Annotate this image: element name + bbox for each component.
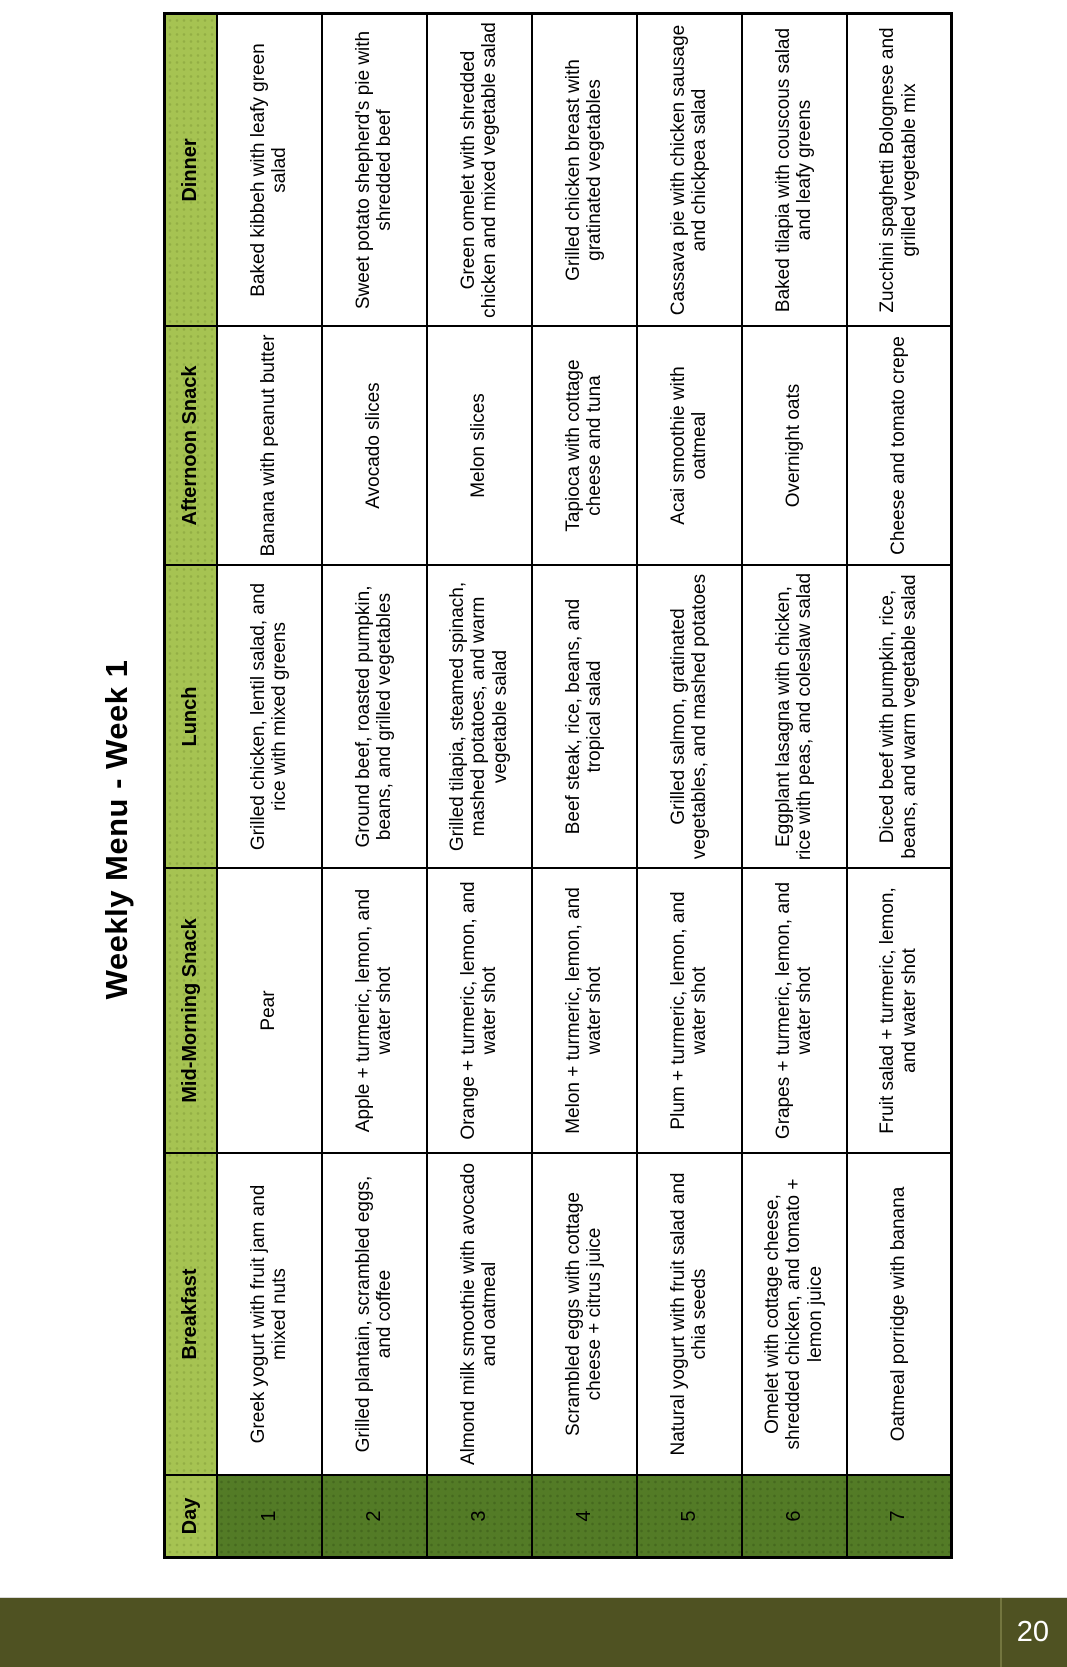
afternoon-snack-cell: Banana with peanut butter: [217, 326, 322, 565]
mid-morning-snack-cell: Pear: [217, 868, 322, 1153]
breakfast-cell: Scrambled eggs with cottage cheese + citrus juice: [532, 1153, 637, 1475]
mid-morning-snack-cell: Orange + turmeric, lemon, and water shot: [427, 868, 532, 1153]
column-header-day: Day: [165, 1475, 217, 1558]
column-header-lunch: Lunch: [165, 565, 217, 868]
footer-divider: [1000, 1598, 1002, 1667]
column-header-afternoon-snack: Afternoon Snack: [165, 326, 217, 565]
page-number: 20: [1016, 1616, 1049, 1648]
table-row-day-5: [637, 14, 742, 1558]
afternoon-snack-cell: Cheese and tomato crepe: [847, 326, 952, 565]
table-row-day-7: [847, 14, 952, 1558]
afternoon-snack-cell: Overnight oats: [742, 326, 847, 565]
mid-morning-snack-cell: Melon + turmeric, lemon, and water shot: [532, 868, 637, 1153]
dinner-cell: Cassava pie with chicken sausage and chickpea salad: [637, 14, 742, 327]
mid-morning-snack-cell: Grapes + turmeric, lemon, and water shot: [742, 868, 847, 1153]
dinner-cell: Baked tilapia with couscous salad and leafy greens: [742, 14, 847, 327]
table-row-day-1: [217, 14, 322, 1558]
footer-bar: [0, 1597, 1067, 1667]
day-number-cell: 7: [847, 1475, 952, 1558]
weekly-menu-table: [163, 12, 953, 1559]
dinner-cell: Grilled chicken breast with gratinated vegetables: [532, 14, 637, 327]
afternoon-snack-cell: Melon slices: [427, 326, 532, 565]
day-number-cell: 3: [427, 1475, 532, 1558]
day-number-cell: 4: [532, 1475, 637, 1558]
column-header-breakfast: Breakfast: [165, 1153, 217, 1475]
lunch-cell: Grilled chicken, lentil salad, and rice with mixed greens: [217, 565, 322, 868]
mid-morning-snack-cell: Plum + turmeric, lemon, and water shot: [637, 868, 742, 1153]
rotated-menu-block: [95, 22, 953, 1559]
breakfast-cell: Omelet with cottage cheese, shredded chicken, and tomato + lemon juice: [742, 1153, 847, 1475]
day-number-cell: 2: [322, 1475, 427, 1558]
dinner-cell: Zucchini spaghetti Bolognese and grilled vegetable mix: [847, 14, 952, 327]
breakfast-cell: Grilled plantain, scrambled eggs, and coffee: [322, 1153, 427, 1475]
afternoon-snack-cell: Avocado slices: [322, 326, 427, 565]
mid-morning-snack-cell: Apple + turmeric, lemon, and water shot: [322, 868, 427, 1153]
table-row-day-6: [742, 14, 847, 1558]
table-row-day-3: [427, 14, 532, 1558]
lunch-cell: Beef steak, rice, beans, and tropical salad: [532, 565, 637, 868]
day-number-cell: 1: [217, 1475, 322, 1558]
lunch-cell: Grilled tilapia, steamed spinach, mashed potatoes, and warm vegetable salad: [427, 565, 532, 868]
breakfast-cell: Natural yogurt with fruit salad and chia seeds: [637, 1153, 742, 1475]
page-title: Weekly Menu - Week 1: [99, 659, 134, 1000]
lunch-cell: Eggplant lasagna with chicken, rice with peas, and coleslaw salad: [742, 565, 847, 868]
dinner-cell: Sweet potato shepherd's pie with shredded beef: [322, 14, 427, 327]
table-row-day-4: [532, 14, 637, 1558]
day-number-cell: 6: [742, 1475, 847, 1558]
column-header-dinner: Dinner: [165, 14, 217, 327]
mid-morning-snack-cell: Fruit salad + turmeric, lemon, and water shot: [847, 868, 952, 1153]
table-row-day-2: [322, 14, 427, 1558]
breakfast-cell: Almond milk smoothie with avocado and oatmeal: [427, 1153, 532, 1475]
lunch-cell: Diced beef with pumpkin, rice, beans, and warm vegetable salad: [847, 565, 952, 868]
lunch-cell: Grilled salmon, gratinated vegetables, and mashed potatoes: [637, 565, 742, 868]
dinner-cell: Baked kibbeh with leafy green salad: [217, 14, 322, 327]
day-number-cell: 5: [637, 1475, 742, 1558]
table-header-row: [165, 14, 217, 1558]
breakfast-cell: Greek yogurt with fruit jam and mixed nuts: [217, 1153, 322, 1475]
dinner-cell: Green omelet with shredded chicken and mixed vegetable salad: [427, 14, 532, 327]
column-header-mid-morning-snack: Mid-Morning Snack: [165, 868, 217, 1153]
afternoon-snack-cell: Acai smoothie with oatmeal: [637, 326, 742, 565]
breakfast-cell: Oatmeal porridge with banana: [847, 1153, 952, 1475]
lunch-cell: Ground beef, roasted pumpkin, beans, and grilled vegetables: [322, 565, 427, 868]
afternoon-snack-cell: Tapioca with cottage cheese and tuna: [532, 326, 637, 565]
